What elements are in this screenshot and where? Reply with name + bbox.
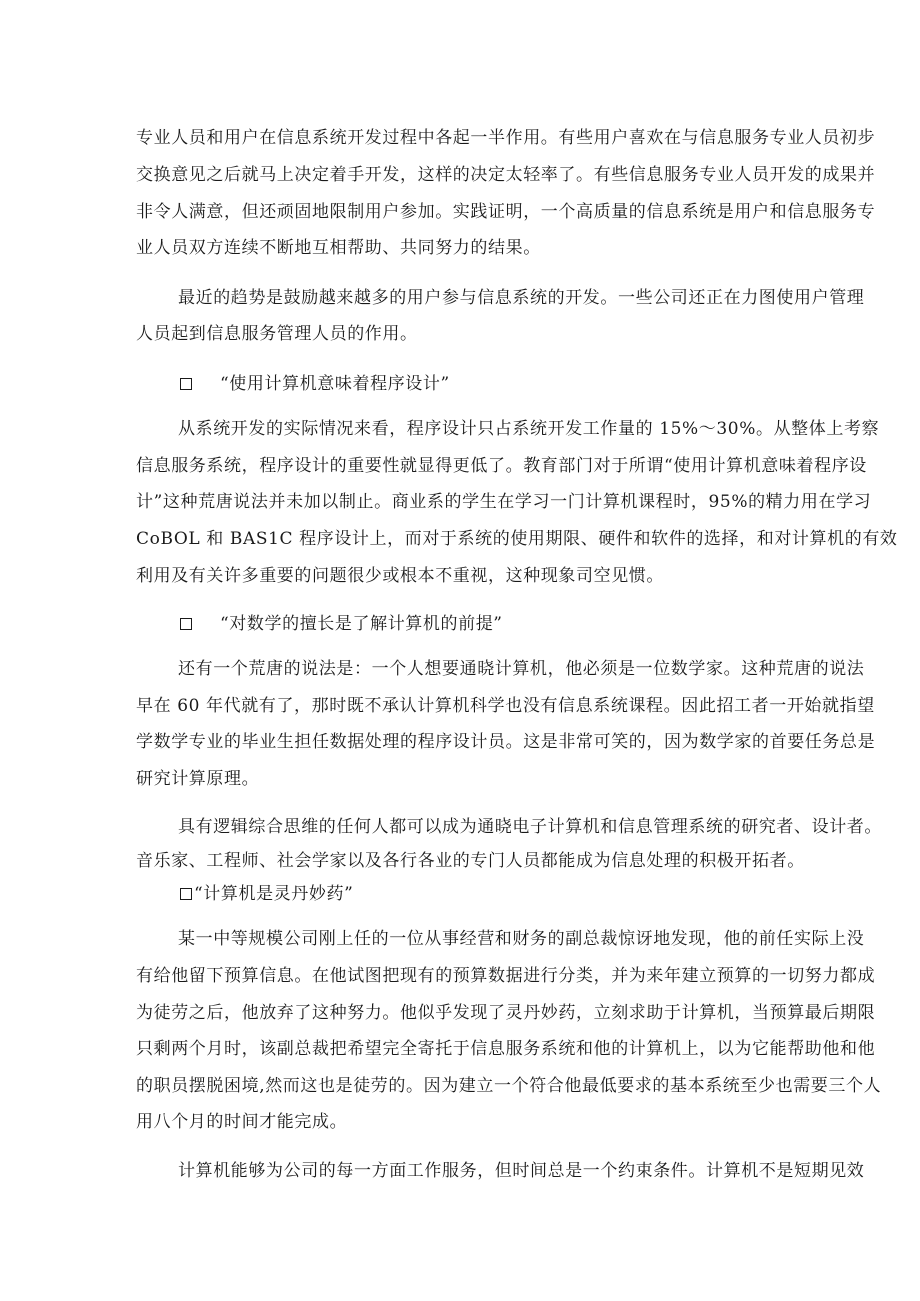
paragraph-line: 音乐家、工程师、社会学家以及各行各业的专门人员都能成为信息处理的积极开拓者。 [136,851,805,871]
paragraph-line: 非令人满意，但还顽固地限制用户参加。实践证明，一个高质量的信息系统是用户和信息服务专 [136,202,876,222]
paragraph-line: 计算机能够为公司的每一方面工作服务，但时间总是一个约束条件。计算机不是短期见效 [178,1161,865,1181]
checkbox-square-icon [180,888,192,900]
paragraph-line: 利用及有关许多重要的问题很少或根本不重视，这种现象司空见惯。 [136,566,664,586]
paragraph-line: 具有逻辑综合思维的任何人都可以成为通晓电子计算机和信息管理系统的研究者、设计者。 [178,817,882,837]
heading-text: “计算机是灵丹妙药” [194,884,354,904]
paragraph-line: 的职员摆脱困境,然而这也是徒劳的。因为建立一个符合他最低要求的基本系统至少也需要三个人 [136,1076,882,1096]
paragraph-line: 用八个月的时间才能完成。 [136,1112,348,1132]
paragraph-line: 某一中等规模公司刚上任的一位从事经营和财务的副总裁惊讶地发现，他的前任实际上没 [178,929,865,949]
checkbox-square-icon [180,378,192,390]
paragraph-line: 业人员双方连续不断地互相帮助、共同努力的结果。 [136,238,541,258]
paragraph-line: 信息服务系统，程序设计的重要性就显得更低了。教育部门对于所谓“使用计算机意味着程序设 [136,456,867,476]
paragraph-line: 人员起到信息服务管理人员的作用。 [136,324,418,344]
paragraph-line: 只剩两个月时，该副总裁把希望完全寄托于信息服务系统和他的计算机上，以为它能帮助他和他 [136,1039,876,1059]
section-heading [180,613,503,635]
paragraph-line: 有给他留下预算信息。在他试图把现有的预算数据进行分类，并为来年建立预算的一切努力都成 [136,966,876,986]
paragraph-line: 从系统开发的实际情况来看，程序设计只占系统开发工作量的 15%～30%。从整体上考察 [178,419,880,439]
section-heading [180,883,353,905]
paragraph-line: 学数学专业的毕业生担任数据处理的程序设计员。这是非常可笑的，因为数学家的首要任务总是 [136,732,876,752]
paragraph-line: 交换意见之后就马上决定着手开发，这样的决定太轻率了。有些信息服务专业人员开发的成果并 [136,165,876,185]
paragraph-line: 专业人员和用户在信息系统开发过程中各起一半作用。有些用户喜欢在与信息服务专业人员初步 [136,128,876,148]
paragraph-line: 最近的趋势是鼓励越来越多的用户参与信息系统的开发。一些公司还正在力图使用户管理 [178,288,865,308]
paragraph-line: 研究计算原理。 [136,769,260,789]
paragraph-line: 计”这种荒唐说法并未加以制止。商业系的学生在学习一门计算机课程时，95%的精力用在学习 [136,492,872,512]
heading-text: “使用计算机意味着程序设计” [220,374,450,394]
paragraph-line: 还有一个荒唐的说法是：一个人想要通晓计算机，他必须是一位数学家。这种荒唐的说法 [178,659,865,679]
paragraph-line: 早在 60 年代就有了，那时既不承认计算机科学也没有信息系统课程。因此招工者一开始就指望 [136,696,875,716]
section-heading [180,373,450,395]
heading-text: “对数学的擅长是了解计算机的前提” [220,614,503,634]
checkbox-square-icon [180,618,192,630]
paragraph-line: 为徒劳之后，他放弃了这种努力。他似乎发现了灵丹妙药，立刻求助于计算机，当预算最后期限 [136,1003,876,1023]
paragraph-line: CoBOL 和 BAS1C 程序设计上，而对于系统的使用期限、硬件和软件的选择，和对计算机的有效 [136,529,898,549]
